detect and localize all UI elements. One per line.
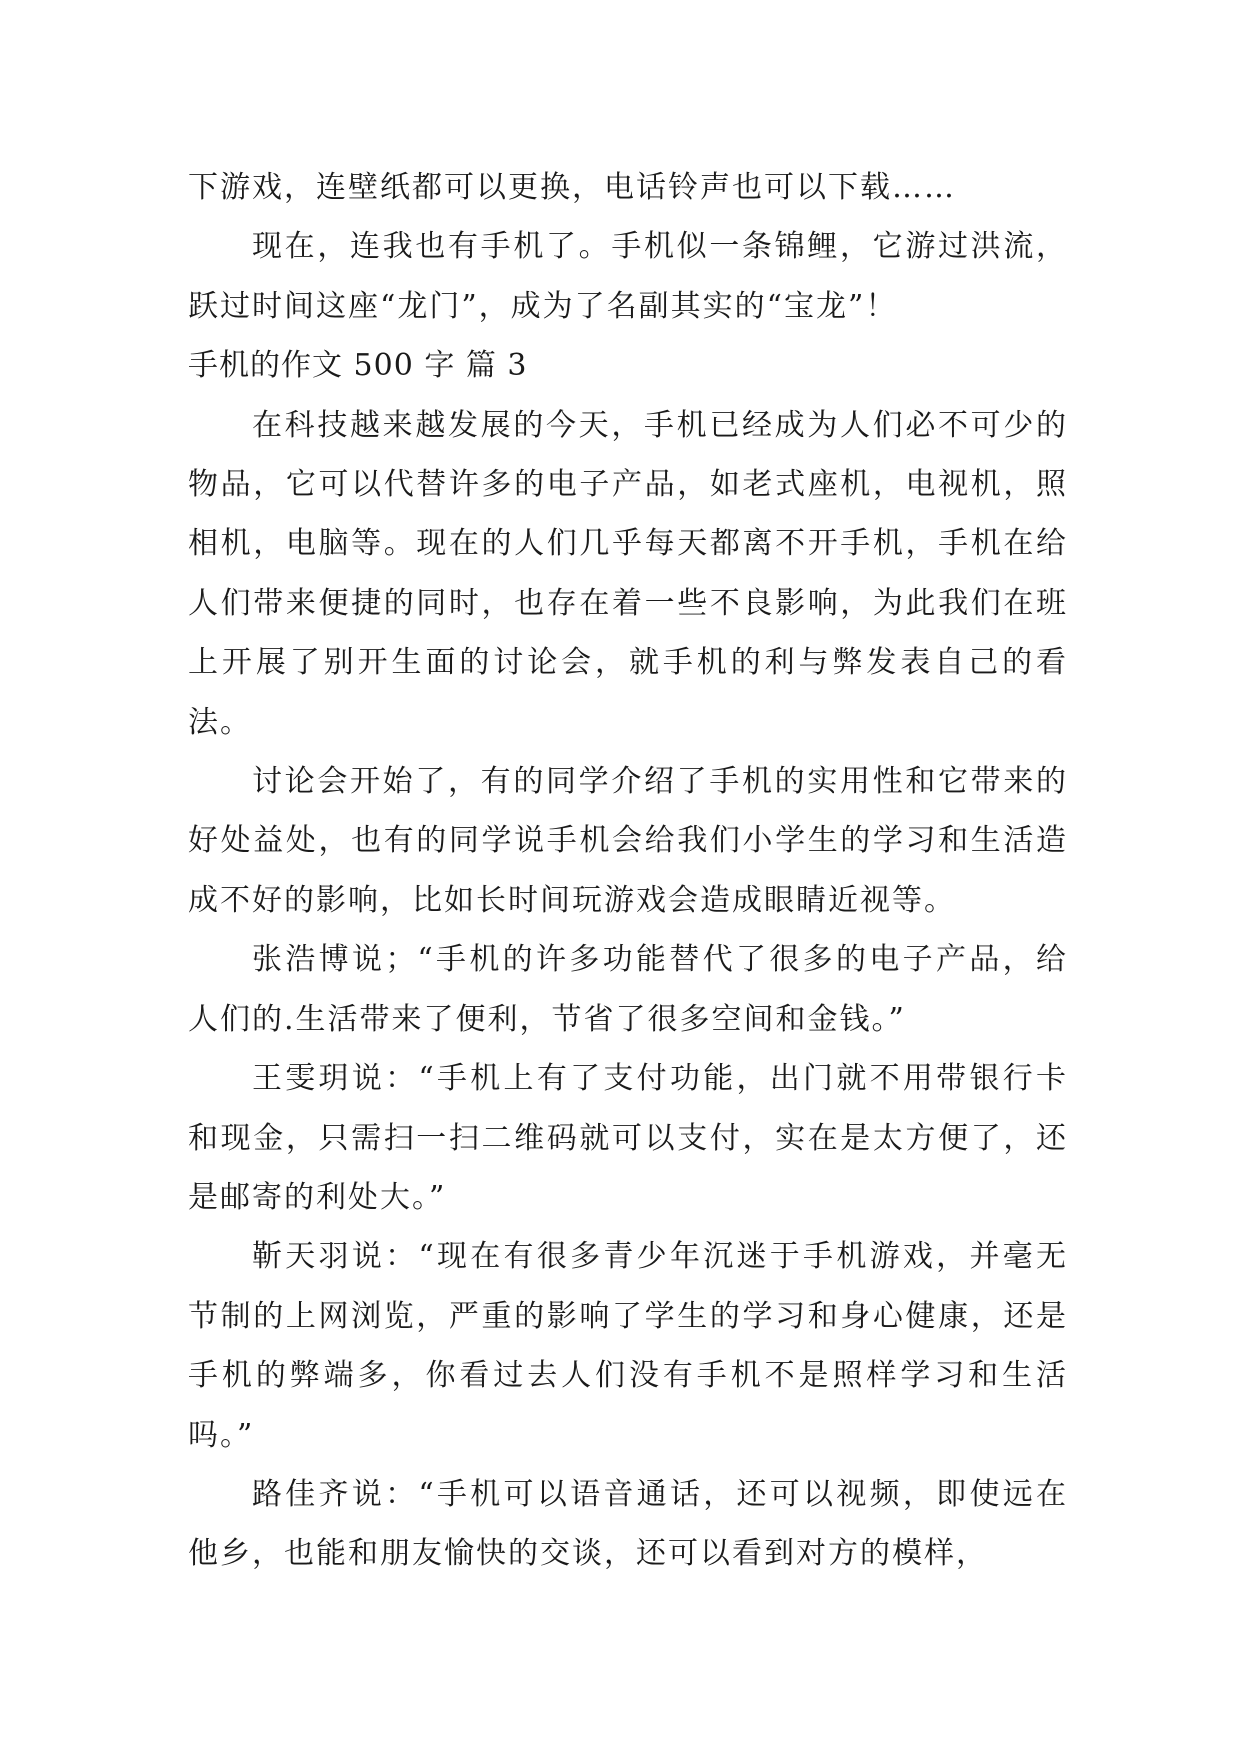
section-heading: 手机的作文 500 字 篇 3	[188, 348, 528, 384]
paragraph-now-i-have-phone: 现在，连我也有手机了。手机似一条锦鲤，它游过洪流，跃过时间这座“龙门”，成为了名副其实的“宝龙”！	[188, 229, 1068, 324]
paragraph-continuation: 下游戏，连壁纸都可以更换，电话铃声也可以下载……	[188, 170, 956, 205]
paragraph-intro: 在科技越来越发展的今天，手机已经成为人们必不可少的物品，它可以代替许多的电子产品，如老式座机，电视机，照相机，电脑等。现在的人们几乎每天都离不开手机，手机在给人们带来便捷的同时，也存在着一些不良影响，为此我们在班上开展了别开生面的讨论会，就手机的利与弊发表自己的看法。	[188, 407, 1068, 740]
paragraph-zhang-haobo: 张浩博说；“手机的许多功能替代了很多的电子产品，给人们的.生活带来了便利，节省了很多空间和金钱。”	[188, 942, 1068, 1037]
paragraph-wang-wenyue: 王雯玥说：“手机上有了支付功能，出门就不用带银行卡和现金，只需扫一扫二维码就可以支付，实在是太方便了，还是邮寄的利处大。”	[188, 1061, 1068, 1215]
paragraph-jin-tianyu: 靳天羽说：“现在有很多青少年沉迷于手机游戏，并毫无节制的上网浏览，严重的影响了学生的学习和身心健康，还是手机的弊端多，你看过去人们没有手机不是照样学习和生活吗。”	[188, 1239, 1068, 1453]
document-body	[188, 158, 1068, 1584]
paragraph-discussion-start: 讨论会开始了，有的同学介绍了手机的实用性和它带来的好处益处，也有的同学说手机会给我们小学生的学习和生活造成不好的影响，比如长时间玩游戏会造成眼睛近视等。	[188, 764, 1068, 918]
paragraph-lu-jiaqi: 路佳齐说：“手机可以语音通话，还可以视频，即使远在他乡，也能和朋友愉快的交谈，还可以看到对方的模样，	[188, 1476, 1068, 1572]
